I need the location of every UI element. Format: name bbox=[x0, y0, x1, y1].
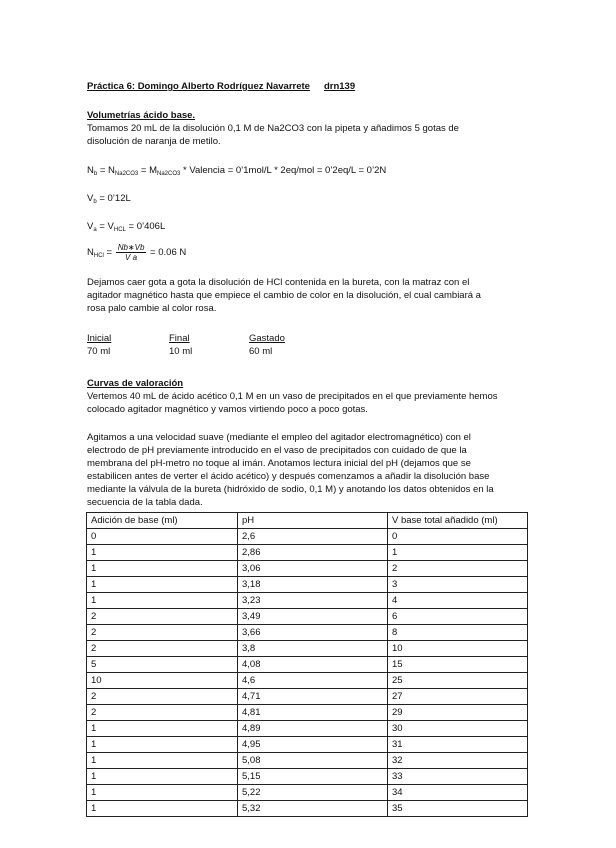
table-row bbox=[87, 673, 528, 689]
table-cell: 2 bbox=[87, 609, 238, 625]
table-cell: 4,89 bbox=[238, 721, 388, 737]
table-cell: 34 bbox=[388, 785, 528, 801]
table-row bbox=[87, 545, 528, 561]
table-row bbox=[87, 625, 528, 641]
table-cell: 4,08 bbox=[238, 657, 388, 673]
table-cell: 10 bbox=[87, 673, 238, 689]
table-row bbox=[87, 721, 528, 737]
table-row bbox=[87, 689, 528, 705]
paragraph-line: Agitamos a una velocidad suave (mediante el empleo del agitador electromagnético) con el bbox=[87, 432, 471, 443]
table-cell: 33 bbox=[388, 769, 528, 785]
table-row bbox=[87, 641, 528, 657]
formula-subscript: Na2CO3 bbox=[114, 171, 139, 177]
table-cell: 30 bbox=[388, 721, 528, 737]
formula-subscript: HCL bbox=[113, 227, 126, 233]
formula-subscript: b bbox=[93, 171, 98, 177]
formula-subscript: HCl bbox=[93, 253, 104, 260]
table-cell: 3,23 bbox=[238, 593, 388, 609]
table-cell: 4,95 bbox=[238, 737, 388, 753]
table-cell: 0 bbox=[87, 529, 238, 545]
paragraph-line: Dejamos caer gota a gota la disolución de HCl contenida en la bureta, con la matraz con el bbox=[87, 277, 470, 288]
label-spent: Gastado bbox=[249, 333, 285, 344]
formula-text: = N bbox=[97, 165, 115, 176]
table-cell: 2,6 bbox=[238, 529, 388, 545]
value-final: 10 ml bbox=[169, 346, 193, 357]
table-cell: 1 bbox=[87, 545, 238, 561]
formula-nb bbox=[87, 164, 527, 177]
paragraph-line: estabilicen antes de verter el ácido acético) y después comenzamos a añadir la disolución base bbox=[87, 471, 490, 482]
formula-vb bbox=[87, 192, 527, 205]
table-cell: 1 bbox=[87, 577, 238, 593]
table-cell: 2 bbox=[87, 689, 238, 705]
label-final: Final bbox=[169, 333, 190, 344]
paragraph-line: membrana del pH-metro no toque al imán. Anotamos lectura inicial del pH (dejamos que se bbox=[87, 458, 471, 469]
table-cell: 4,81 bbox=[238, 705, 388, 721]
paragraph-agitamos bbox=[87, 431, 527, 509]
data-table bbox=[86, 512, 528, 817]
formula-subscript: Na2CO3 bbox=[157, 171, 181, 177]
formula-va bbox=[87, 220, 527, 233]
table-cell: 0 bbox=[388, 529, 528, 545]
table-row bbox=[87, 593, 528, 609]
table-cell: 4,71 bbox=[238, 689, 388, 705]
formula-subscript: b bbox=[93, 199, 97, 205]
table-body bbox=[87, 529, 528, 817]
paragraph-dejamos bbox=[87, 276, 527, 315]
table-cell: 32 bbox=[388, 753, 528, 769]
table-row bbox=[87, 801, 528, 817]
titration-summary bbox=[87, 332, 527, 358]
table-cell: 2 bbox=[87, 625, 238, 641]
title-text: Práctica 6: Domingo Alberto Rodríguez Navarrete bbox=[87, 81, 310, 92]
table-row bbox=[87, 657, 528, 673]
formula-text: * Valencia = 0’1mol/L * 2eq/mol = 0’2eq/L = 0’2N bbox=[180, 165, 387, 176]
formula-text: = M bbox=[138, 165, 157, 176]
label-initial: Inicial bbox=[87, 333, 112, 344]
table-cell: 1 bbox=[388, 545, 528, 561]
table-cell: 5,32 bbox=[238, 801, 388, 817]
table-cell: 1 bbox=[87, 801, 238, 817]
table-cell: 31 bbox=[388, 737, 528, 753]
paragraph-line: secuencia de la tabla dada. bbox=[87, 497, 203, 508]
paragraph-line: electrodo de pH previamente introducido en el vaso de precipitados con cuidado de que la bbox=[87, 445, 467, 456]
table-cell: 1 bbox=[87, 737, 238, 753]
table-cell: 1 bbox=[87, 753, 238, 769]
formula-symbol: N bbox=[87, 165, 94, 176]
formula-text: = 0’12L bbox=[96, 193, 131, 204]
section-heading: Curvas de valoración bbox=[87, 378, 184, 389]
table-cell: 5,22 bbox=[238, 785, 388, 801]
table-row bbox=[87, 705, 528, 721]
table-cell: 1 bbox=[87, 785, 238, 801]
value-spent: 60 ml bbox=[249, 346, 273, 357]
table-row bbox=[87, 769, 528, 785]
table-cell: 15 bbox=[388, 657, 528, 673]
table-row bbox=[87, 753, 528, 769]
section-curvas bbox=[87, 377, 527, 416]
table-cell: 2 bbox=[87, 705, 238, 721]
table-cell: 1 bbox=[87, 561, 238, 577]
fraction bbox=[116, 243, 147, 262]
table-cell: 4 bbox=[388, 593, 528, 609]
formula-symbol: V bbox=[87, 193, 94, 204]
table-cell: 3 bbox=[388, 577, 528, 593]
value-initial: 70 ml bbox=[87, 346, 111, 357]
formula-nhcl bbox=[87, 243, 527, 262]
paragraph-line: agitador magnético hasta que empiece el cambio de color en la disolución, el cual cambiará a bbox=[87, 290, 481, 301]
table-row bbox=[87, 609, 528, 625]
table-cell: 3,8 bbox=[238, 641, 388, 657]
table-cell: 3,66 bbox=[238, 625, 388, 641]
table-cell: 3,06 bbox=[238, 561, 388, 577]
table-cell: 3,18 bbox=[238, 577, 388, 593]
formula-text: = bbox=[103, 247, 115, 259]
formula-symbol: N bbox=[87, 247, 94, 259]
paragraph-line: rosa palo cambie al color rosa. bbox=[87, 303, 217, 314]
fraction-denominator: V a bbox=[125, 253, 138, 262]
paragraph-line: colocado agitador magnético y vamos virtiendo poco a poco gotas. bbox=[87, 404, 368, 415]
table-cell: 3,49 bbox=[238, 609, 388, 625]
formula-text: = 0.06 N bbox=[147, 247, 187, 259]
table-cell: 2 bbox=[388, 561, 528, 577]
header-cell: pH bbox=[238, 513, 388, 529]
table-row bbox=[87, 529, 528, 545]
table-cell: 4,6 bbox=[238, 673, 388, 689]
fraction-numerator: Nb∗Vb bbox=[117, 243, 145, 252]
paragraph-line: Tomamos 20 mL de la disolución 0,1 M de Na2CO3 con la pipeta y añadimos 5 gotas de bbox=[87, 123, 459, 134]
table-cell: 5,15 bbox=[238, 769, 388, 785]
table-cell: 1 bbox=[87, 721, 238, 737]
table-cell: 25 bbox=[388, 673, 528, 689]
table-cell: 35 bbox=[388, 801, 528, 817]
formula-text: = 0’406L bbox=[125, 221, 166, 232]
header-cell: V base total añadido (ml) bbox=[388, 513, 528, 529]
table-cell: 1 bbox=[87, 769, 238, 785]
table-cell: 1 bbox=[87, 593, 238, 609]
table-row bbox=[87, 561, 528, 577]
page-title bbox=[87, 80, 527, 93]
paragraph-line: Vertemos 40 mL de ácido acético 0,1 M en un vaso de precipitados en el que previamente hemos bbox=[87, 391, 498, 402]
table-cell: 10 bbox=[388, 641, 528, 657]
table-row bbox=[87, 737, 528, 753]
formula-subscript: a bbox=[93, 227, 97, 233]
section-volumetrias bbox=[87, 109, 527, 148]
table-cell: 27 bbox=[388, 689, 528, 705]
table-cell: 6 bbox=[388, 609, 528, 625]
formula-symbol: V bbox=[87, 221, 94, 232]
table-cell: 8 bbox=[388, 625, 528, 641]
table-header-row bbox=[87, 513, 528, 529]
paragraph-line: disolución de naranja de metilo. bbox=[87, 136, 221, 147]
table-row bbox=[87, 577, 528, 593]
table-cell: 29 bbox=[388, 705, 528, 721]
table-cell: 5,08 bbox=[238, 753, 388, 769]
paragraph-line: mediante la válvula de la bureta (hidróxido de sodio, 0,1 M) y anotando los datos obtenidos en la bbox=[87, 484, 494, 495]
table-cell: 2,86 bbox=[238, 545, 388, 561]
table-cell: 2 bbox=[87, 641, 238, 657]
section-heading: Volumetrías ácido base. bbox=[87, 110, 196, 121]
table-row bbox=[87, 785, 528, 801]
formula-text: = V bbox=[96, 221, 114, 232]
table-cell: 5 bbox=[87, 657, 238, 673]
header-cell: Adición de base (ml) bbox=[87, 513, 238, 529]
author-code: drn139 bbox=[323, 81, 356, 92]
